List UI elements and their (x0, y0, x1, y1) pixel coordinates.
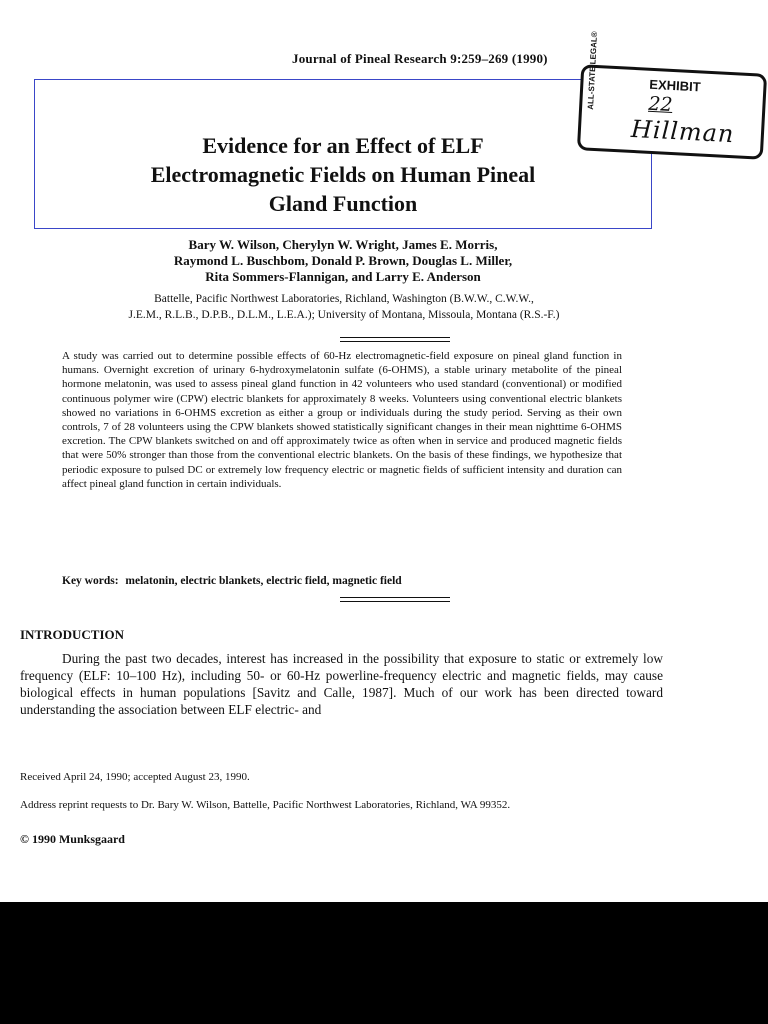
author-line: Bary W. Wilson, Cherylyn W. Wright, James E. Morris, (188, 237, 498, 252)
keywords-label: Key words: (62, 575, 119, 587)
author-line: Raymond L. Buschbom, Donald P. Brown, Douglas L. Miller, (173, 253, 513, 268)
stamp-exhibit-label: EXHIBIT (649, 76, 702, 95)
affiliation (14, 291, 674, 323)
section-heading-introduction: INTRODUCTION (20, 627, 125, 642)
divider-rule (340, 601, 450, 602)
keywords-list: melatonin, electric blankets, electric field, magnetic field (125, 575, 402, 587)
scan-black-margin (0, 902, 768, 1024)
introduction-text: During the past two decades, interest has increased in the possibility that exposure to static or extremely low frequency (ELF: 10–100 Hz), including 50- or 60-Hz powerline-frequency electric and magnetic fields, may cause biological effects in human populations [Savitz and Calle, 1987]. Much of our work has been directed toward understanding the association between ELF electric- and (20, 651, 663, 717)
exhibit-stamp (577, 31, 767, 160)
copyright: © 1990 Munksgaard (20, 832, 125, 846)
divider-rule (340, 341, 450, 342)
abstract: A study was carried out to determine possible effects of 60-Hz electromagnetic-field exposure on pineal gland function in humans. Overnight excretion of urinary 6-hydroxymelatonin sulfate (6-OHMS), a stable urinary metabolite of the pineal hormone melatonin, was used to assess pineal gland function in 42 volunteers who used standard (conventional) or modified continuous polymer wire (CPW) electric blankets for approximately 8 weeks. Volunteers using conventional electric blankets showed no variations in 6-OHMS excretion as either a group or individuals during the study period. Serving as their own controls, 7 of 28 volunteers using the CPW blankets showed statistically significant changes in their mean nighttime 6-OHMS excretion. The CPW blankets switched on and off approximately twice as often when in service and produced magnetic fields that were 50% stronger than those from the conventional electric blankets. On the basis of these findings, we hypothesize that periodic exposure to pulsed DC or extremely low frequency electric or magnetic fields of sufficient intensity and duration can affect pineal gland function in certain individuals. (62, 350, 622, 490)
affiliation-line: Battelle, Pacific Northwest Laboratories, Richland, Washington (B.W.W., C.W.W., (154, 293, 534, 305)
author-line: Rita Sommers-Flannigan, and Larry E. Anderson (205, 269, 481, 284)
footnote-address: Address reprint requests to Dr. Bary W. Wilson, Battelle, Pacific Northwest Laboratories, Richland, WA 99352. (20, 799, 511, 811)
affiliation-line: J.E.M., R.L.B., D.P.B., D.L.M., L.E.A.); University of Montana, Missoula, Montana (R.S.-F.) (128, 309, 560, 321)
stamp-handwritten-name: Hillman (630, 114, 736, 149)
author-list (34, 237, 652, 285)
title-line: Gland Function (268, 191, 418, 216)
stamp-brand: ALL-STATE LEGAL® (586, 31, 600, 110)
footnote-received: Received April 24, 1990; accepted August 23, 1990. (20, 771, 250, 783)
title-line: Evidence for an Effect of ELF (202, 133, 484, 158)
divider-rule (340, 597, 450, 598)
stamp-exhibit-number: 22 (647, 92, 674, 117)
keywords (62, 575, 622, 587)
title-line: Electromagnetic Fields on Human Pineal (150, 162, 536, 187)
article-title (34, 131, 652, 218)
journal-citation: Journal of Pineal Research 9:259–269 (1990) (292, 51, 548, 66)
divider-rule (340, 337, 450, 338)
introduction-paragraph (20, 650, 663, 718)
